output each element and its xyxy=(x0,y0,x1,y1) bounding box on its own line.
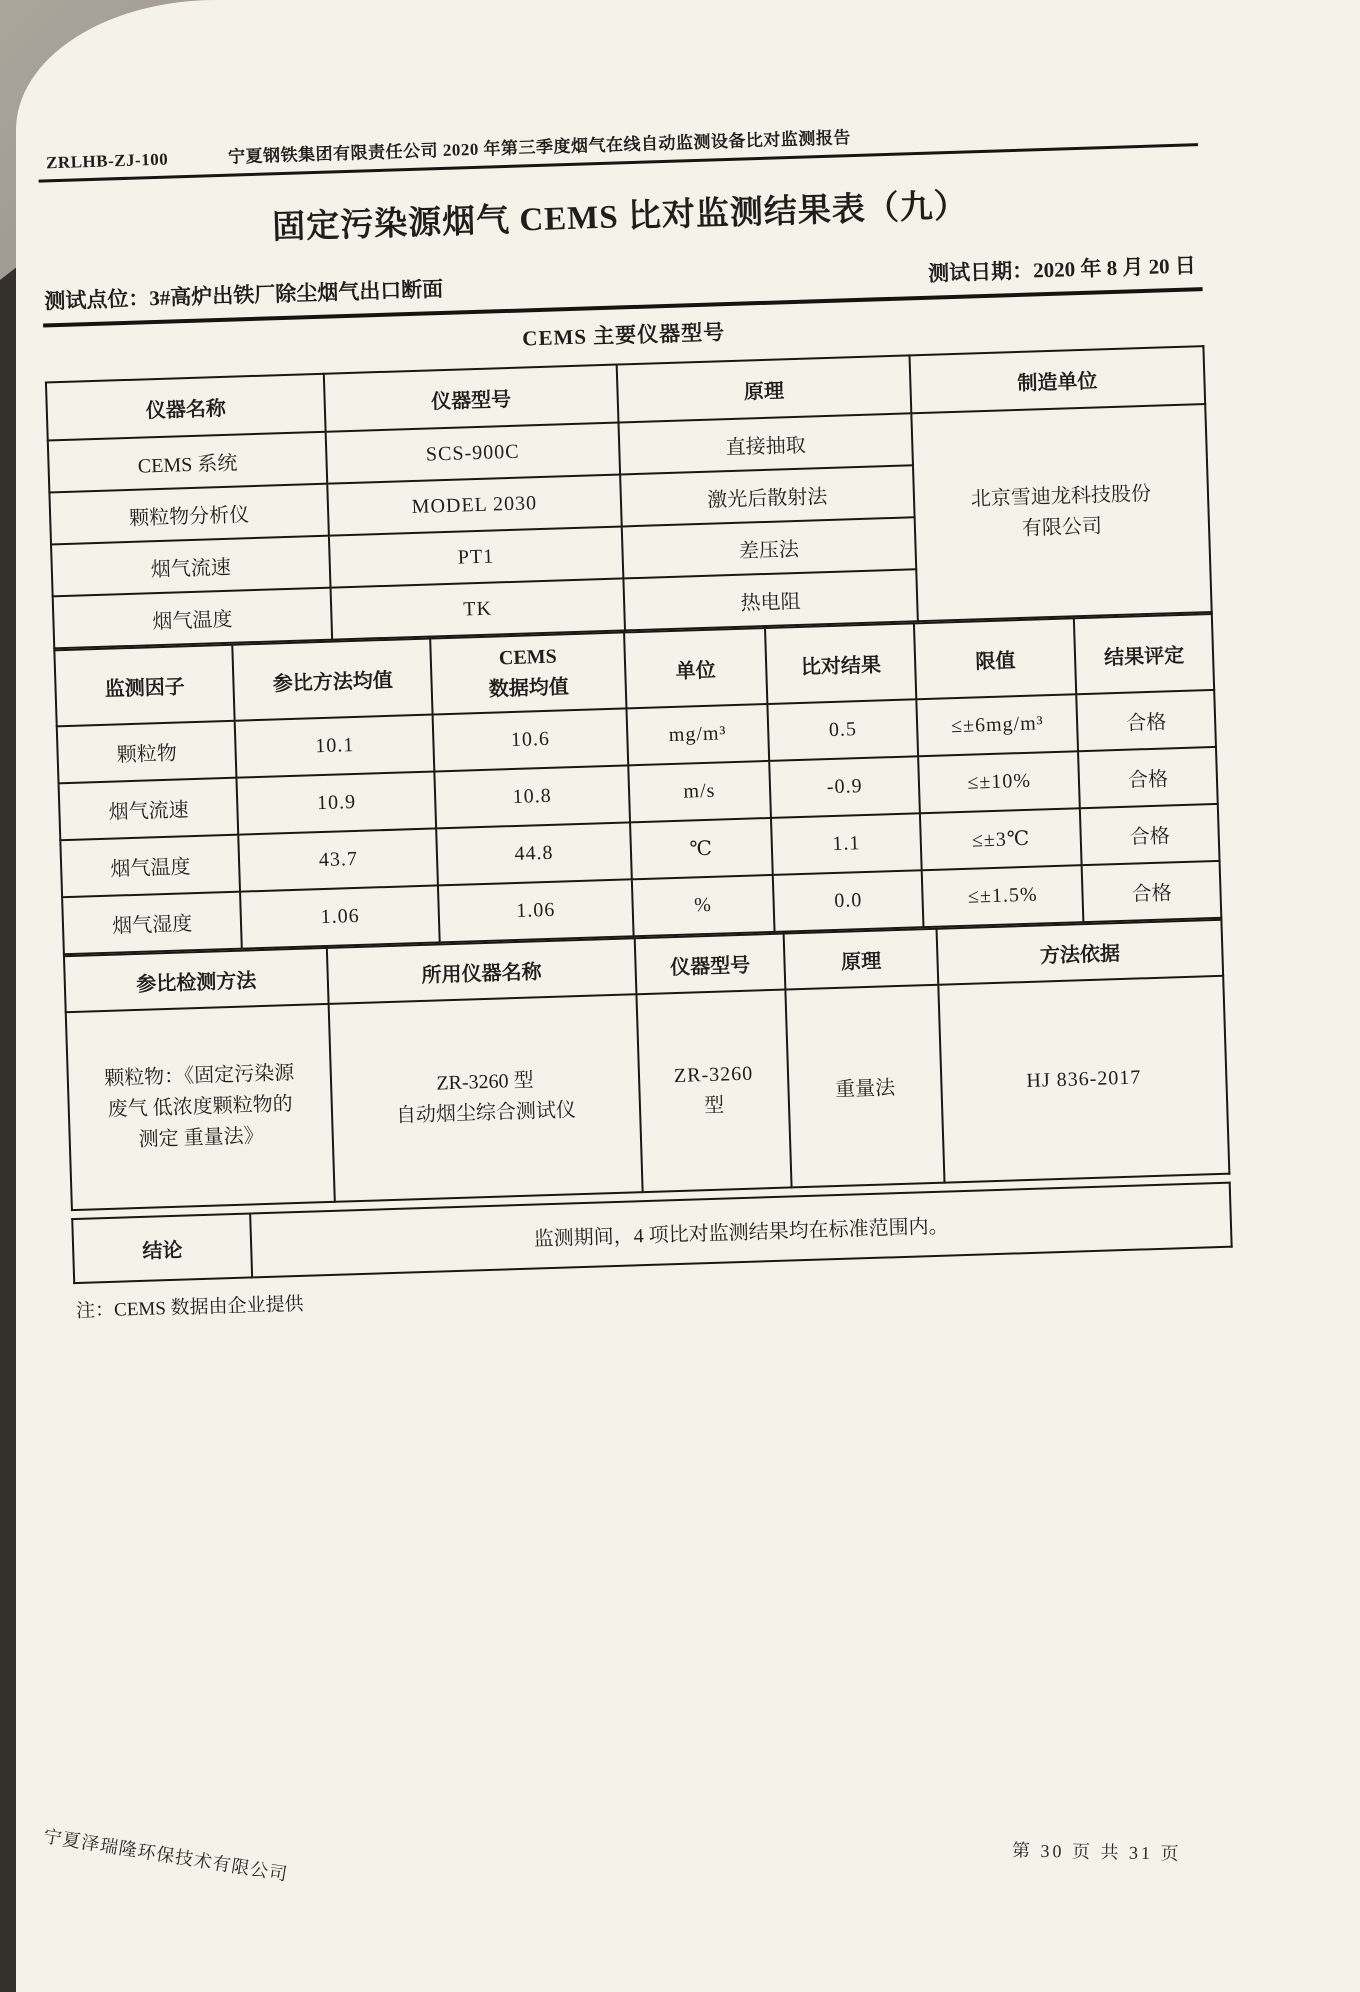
limit-cell: ≤±6mg/m³ xyxy=(917,694,1079,756)
column-header: 单位 xyxy=(624,628,768,708)
reference-method-table xyxy=(63,919,1230,1211)
page-content xyxy=(38,112,1234,1323)
factor-cell: 烟气流速 xyxy=(59,778,239,841)
verdict-cell: 合格 xyxy=(1076,690,1216,751)
table-cell: 10.1 xyxy=(235,714,435,777)
limit-cell: ≤±10% xyxy=(918,751,1080,813)
basis-cell: HJ 836-2017 xyxy=(938,976,1229,1183)
footnote: 注：CEMS 数据由企业提供 xyxy=(75,1293,304,1322)
table-cell: MODEL 2030 xyxy=(327,475,621,536)
table-cell: 烟气流速 xyxy=(51,536,330,597)
table-cell: 颗粒物分析仪 xyxy=(49,484,328,545)
column-header: 参比检测方法 xyxy=(64,948,328,1012)
table-cell: 直接抽取 xyxy=(618,413,912,474)
cems-instrument-table xyxy=(45,345,1213,649)
principle-cell: 重量法 xyxy=(786,985,945,1188)
footer-page-number: 第 30 页 共 31 页 xyxy=(1011,1840,1182,1864)
table-cell: 43.7 xyxy=(239,828,439,891)
table-cell: SCS-900C xyxy=(326,423,620,484)
column-header: 参比方法均值 xyxy=(233,639,433,721)
table-cell: 烟气温度 xyxy=(53,588,332,649)
column-header: 限值 xyxy=(914,618,1076,699)
limit-cell: ≤±3℃ xyxy=(920,808,1082,870)
column-header: 方法依据 xyxy=(937,920,1224,985)
table-cell: 10.8 xyxy=(435,765,630,828)
unit-cell: m/s xyxy=(628,761,771,822)
running-head-title: 宁夏钢铁集团有限责任公司 2020 年第三季度烟气在线自动监测设备比对监测报告 xyxy=(227,128,852,167)
document-title: 固定污染源烟气 CEMS 比对监测结果表（九） xyxy=(271,188,969,247)
table-cell: 1.06 xyxy=(240,885,440,948)
table-cell: 0.0 xyxy=(773,870,924,932)
unit-cell: % xyxy=(632,875,775,936)
table-cell: 44.8 xyxy=(436,822,631,885)
column-header: 比对结果 xyxy=(765,623,917,704)
verdict-cell: 合格 xyxy=(1080,804,1220,865)
factor-cell: 烟气湿度 xyxy=(62,892,242,955)
test-date: 测试日期：2020 年 8 月 20 日 xyxy=(927,253,1197,286)
report-code: ZRLHB-ZJ-100 xyxy=(45,149,169,173)
table-cell: PT1 xyxy=(329,526,623,587)
factor-cell: 颗粒物 xyxy=(57,721,237,784)
column-header: 仪器型号 xyxy=(635,934,786,995)
table-cell: 10.9 xyxy=(237,771,437,834)
factor-cell: 烟气温度 xyxy=(60,835,240,898)
table-cell: 0.5 xyxy=(767,699,918,761)
unit-cell: ℃ xyxy=(630,818,773,879)
table-cell: 1.06 xyxy=(438,879,633,942)
column-header: 原理 xyxy=(617,355,912,422)
table-cell: 1.1 xyxy=(771,813,922,875)
limit-cell: ≤±1.5% xyxy=(922,865,1084,927)
column-header: 监测因子 xyxy=(54,645,235,727)
footer-company-name: 宁夏泽瑞隆环保技术有限公司 xyxy=(42,1826,290,1885)
table-cell: CEMS 系统 xyxy=(48,432,327,493)
column-header: CEMS 数据均值 xyxy=(431,632,627,714)
table-cell: 10.6 xyxy=(433,708,628,771)
cems-section-title: CEMS 主要仪器型号 xyxy=(521,320,726,351)
column-header: 结果评定 xyxy=(1074,614,1214,694)
column-header: 仪器名称 xyxy=(46,374,326,441)
test-site: 测试点位：3#高炉出铁厂除尘烟气出口断面 xyxy=(44,276,444,314)
manufacturer-cell: 北京雪迪龙科技股份 有限公司 xyxy=(911,404,1212,621)
column-header: 制造单位 xyxy=(909,346,1205,413)
verdict-cell: 合格 xyxy=(1078,747,1218,808)
unit-cell: mg/m³ xyxy=(626,704,769,765)
table-cell: 差压法 xyxy=(622,517,916,578)
table-cell: TK xyxy=(330,578,624,639)
comparison-result-table xyxy=(53,613,1222,955)
conclusion-label: 结论 xyxy=(72,1213,252,1283)
column-header: 原理 xyxy=(784,929,939,990)
instrument-cell: ZR-3260 型 自动烟尘综合测试仪 xyxy=(328,994,642,1202)
table-cell: -0.9 xyxy=(769,756,920,818)
column-header: 所用仪器名称 xyxy=(327,938,637,1004)
table-row xyxy=(66,976,1230,1210)
column-header: 仪器型号 xyxy=(324,365,619,432)
table-cell: 激光后散射法 xyxy=(620,465,914,526)
conclusion-text: 监测期间，4 项比对监测结果均在标准范围内。 xyxy=(250,1183,1231,1278)
verdict-cell: 合格 xyxy=(1082,861,1222,922)
model-cell: ZR-3260 型 xyxy=(636,990,792,1193)
table-cell: 热电阻 xyxy=(623,569,917,630)
method-cell: 颗粒物：《固定污染源 废气 低浓度颗粒物的 测定 重量法》 xyxy=(66,1004,335,1210)
